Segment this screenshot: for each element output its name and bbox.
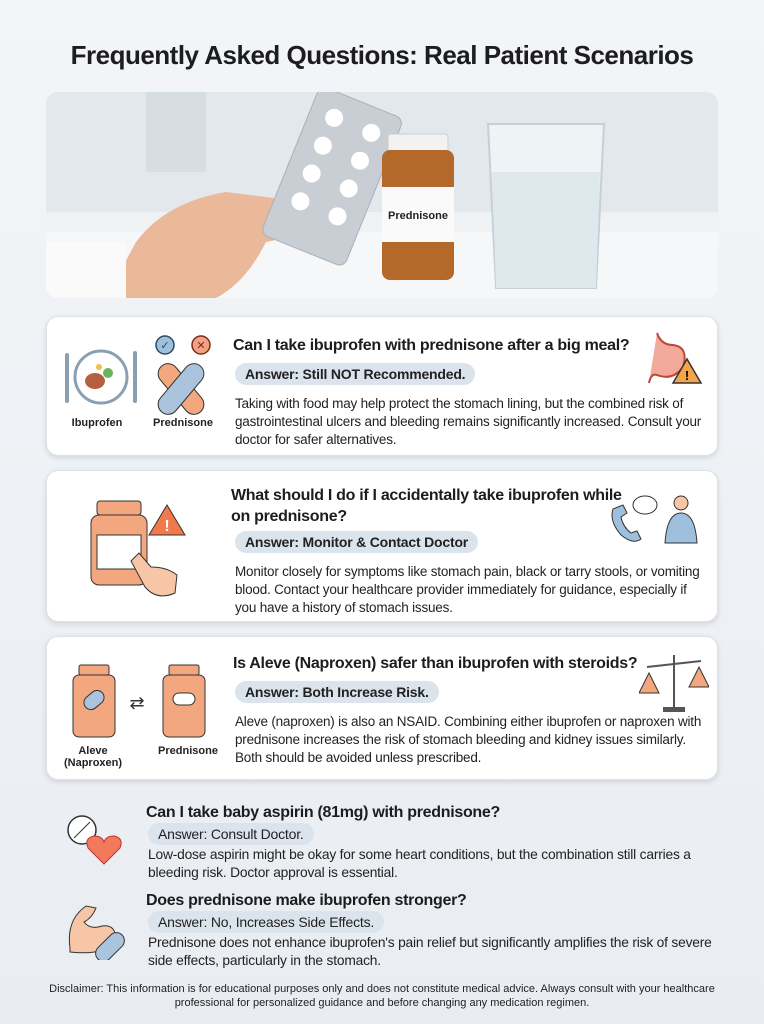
muscle-arm-pill-icon xyxy=(66,900,130,960)
scale-warning-icon xyxy=(639,651,709,715)
aleve-label: Aleve (Naproxen) xyxy=(63,745,123,769)
pill-bottle-warning-hand-icon xyxy=(87,497,197,601)
meal-plate-icon xyxy=(63,347,139,407)
ibuprofen-label: Ibuprofen xyxy=(71,417,123,429)
disclaimer: Disclaimer: This information is for educational purposes only and does not constitute medical advice. Always consult with your healthcare professional for personalized guidance and before changing any medication regimen. xyxy=(49,983,715,1009)
faq-question: Does prednisone make ibuprofen stronger? xyxy=(146,892,467,909)
svg-text:⇄: ⇄ xyxy=(129,693,145,713)
faq-card-1 xyxy=(46,316,718,456)
faq-question: Can I take ibuprofen with prednisone after a big meal? xyxy=(233,337,630,354)
faq-answer-badge: Answer: Monitor & Contact Doctor xyxy=(235,531,478,553)
phone-doctor-icon xyxy=(607,491,707,547)
medication-photo-illustration xyxy=(46,92,718,298)
faq-card-3 xyxy=(46,636,718,780)
faq-answer-body: Taking with food may help protect the stomach lining, but the combined risk of gastrointestinal ulcers and bleeding remains significantly increased. Consult your doctor for safer alternatives. xyxy=(235,396,702,447)
faq-question: What should I do if I accidentally take ibuprofen while on prednisone? xyxy=(231,487,622,525)
bottle-swap-icon xyxy=(69,663,209,739)
svg-text:!: ! xyxy=(684,368,690,383)
bottle-label: Prednisone xyxy=(388,210,448,222)
faq-answer-badge: Answer: Both Increase Risk. xyxy=(235,681,439,703)
faq-card-2 xyxy=(46,470,718,622)
faq-answer-badge: Answer: No, Increases Side Effects. xyxy=(148,911,384,933)
faq-answer-body: Low-dose aspirin might be okay for some heart conditions, but the combination still carries a bleeding risk. Doctor approval is essential. xyxy=(148,847,691,880)
stomach-warning-icon xyxy=(643,331,703,387)
faq-question: Can I take baby aspirin (81mg) with prednisone? xyxy=(146,804,500,821)
crossed-pills-icon xyxy=(147,333,217,417)
faq-question: Is Aleve (Naproxen) safer than ibuprofen with steroids? xyxy=(233,655,638,672)
svg-text:!: ! xyxy=(164,518,170,535)
svg-text:✕: ✕ xyxy=(196,340,206,352)
faq-answer-body: Prednisone does not enhance ibuprofen's pain relief but significantly amplifies the risk of severe side effects, particularly in the stomach. xyxy=(148,935,712,968)
prednisone-label: Prednisone xyxy=(158,745,218,757)
faq-answer-badge: Answer: Consult Doctor. xyxy=(148,823,314,845)
page-title: Frequently Asked Questions: Real Patient Scenarios xyxy=(70,40,694,70)
faq-answer-badge: Answer: Still NOT Recommended. xyxy=(235,363,475,385)
faq-answer-body: Aleve (naproxen) is also an NSAID. Combining either ibuprofen or naproxen with prednisone increases the risk of stomach bleeding and kidney issues similarly. Both should be avoided unless prescribed. xyxy=(235,714,702,765)
faq-answer-body: Monitor closely for symptoms like stomach pain, black or tarry stools, or vomiting blood. Contact your healthcare provider immediately for guidance, especially if you have a history of stomach issues. xyxy=(235,564,700,615)
svg-text:✓: ✓ xyxy=(160,340,170,352)
hero-photo xyxy=(46,92,718,298)
aspirin-heart-icon xyxy=(64,814,124,868)
prednisone-label: Prednisone xyxy=(153,417,213,429)
